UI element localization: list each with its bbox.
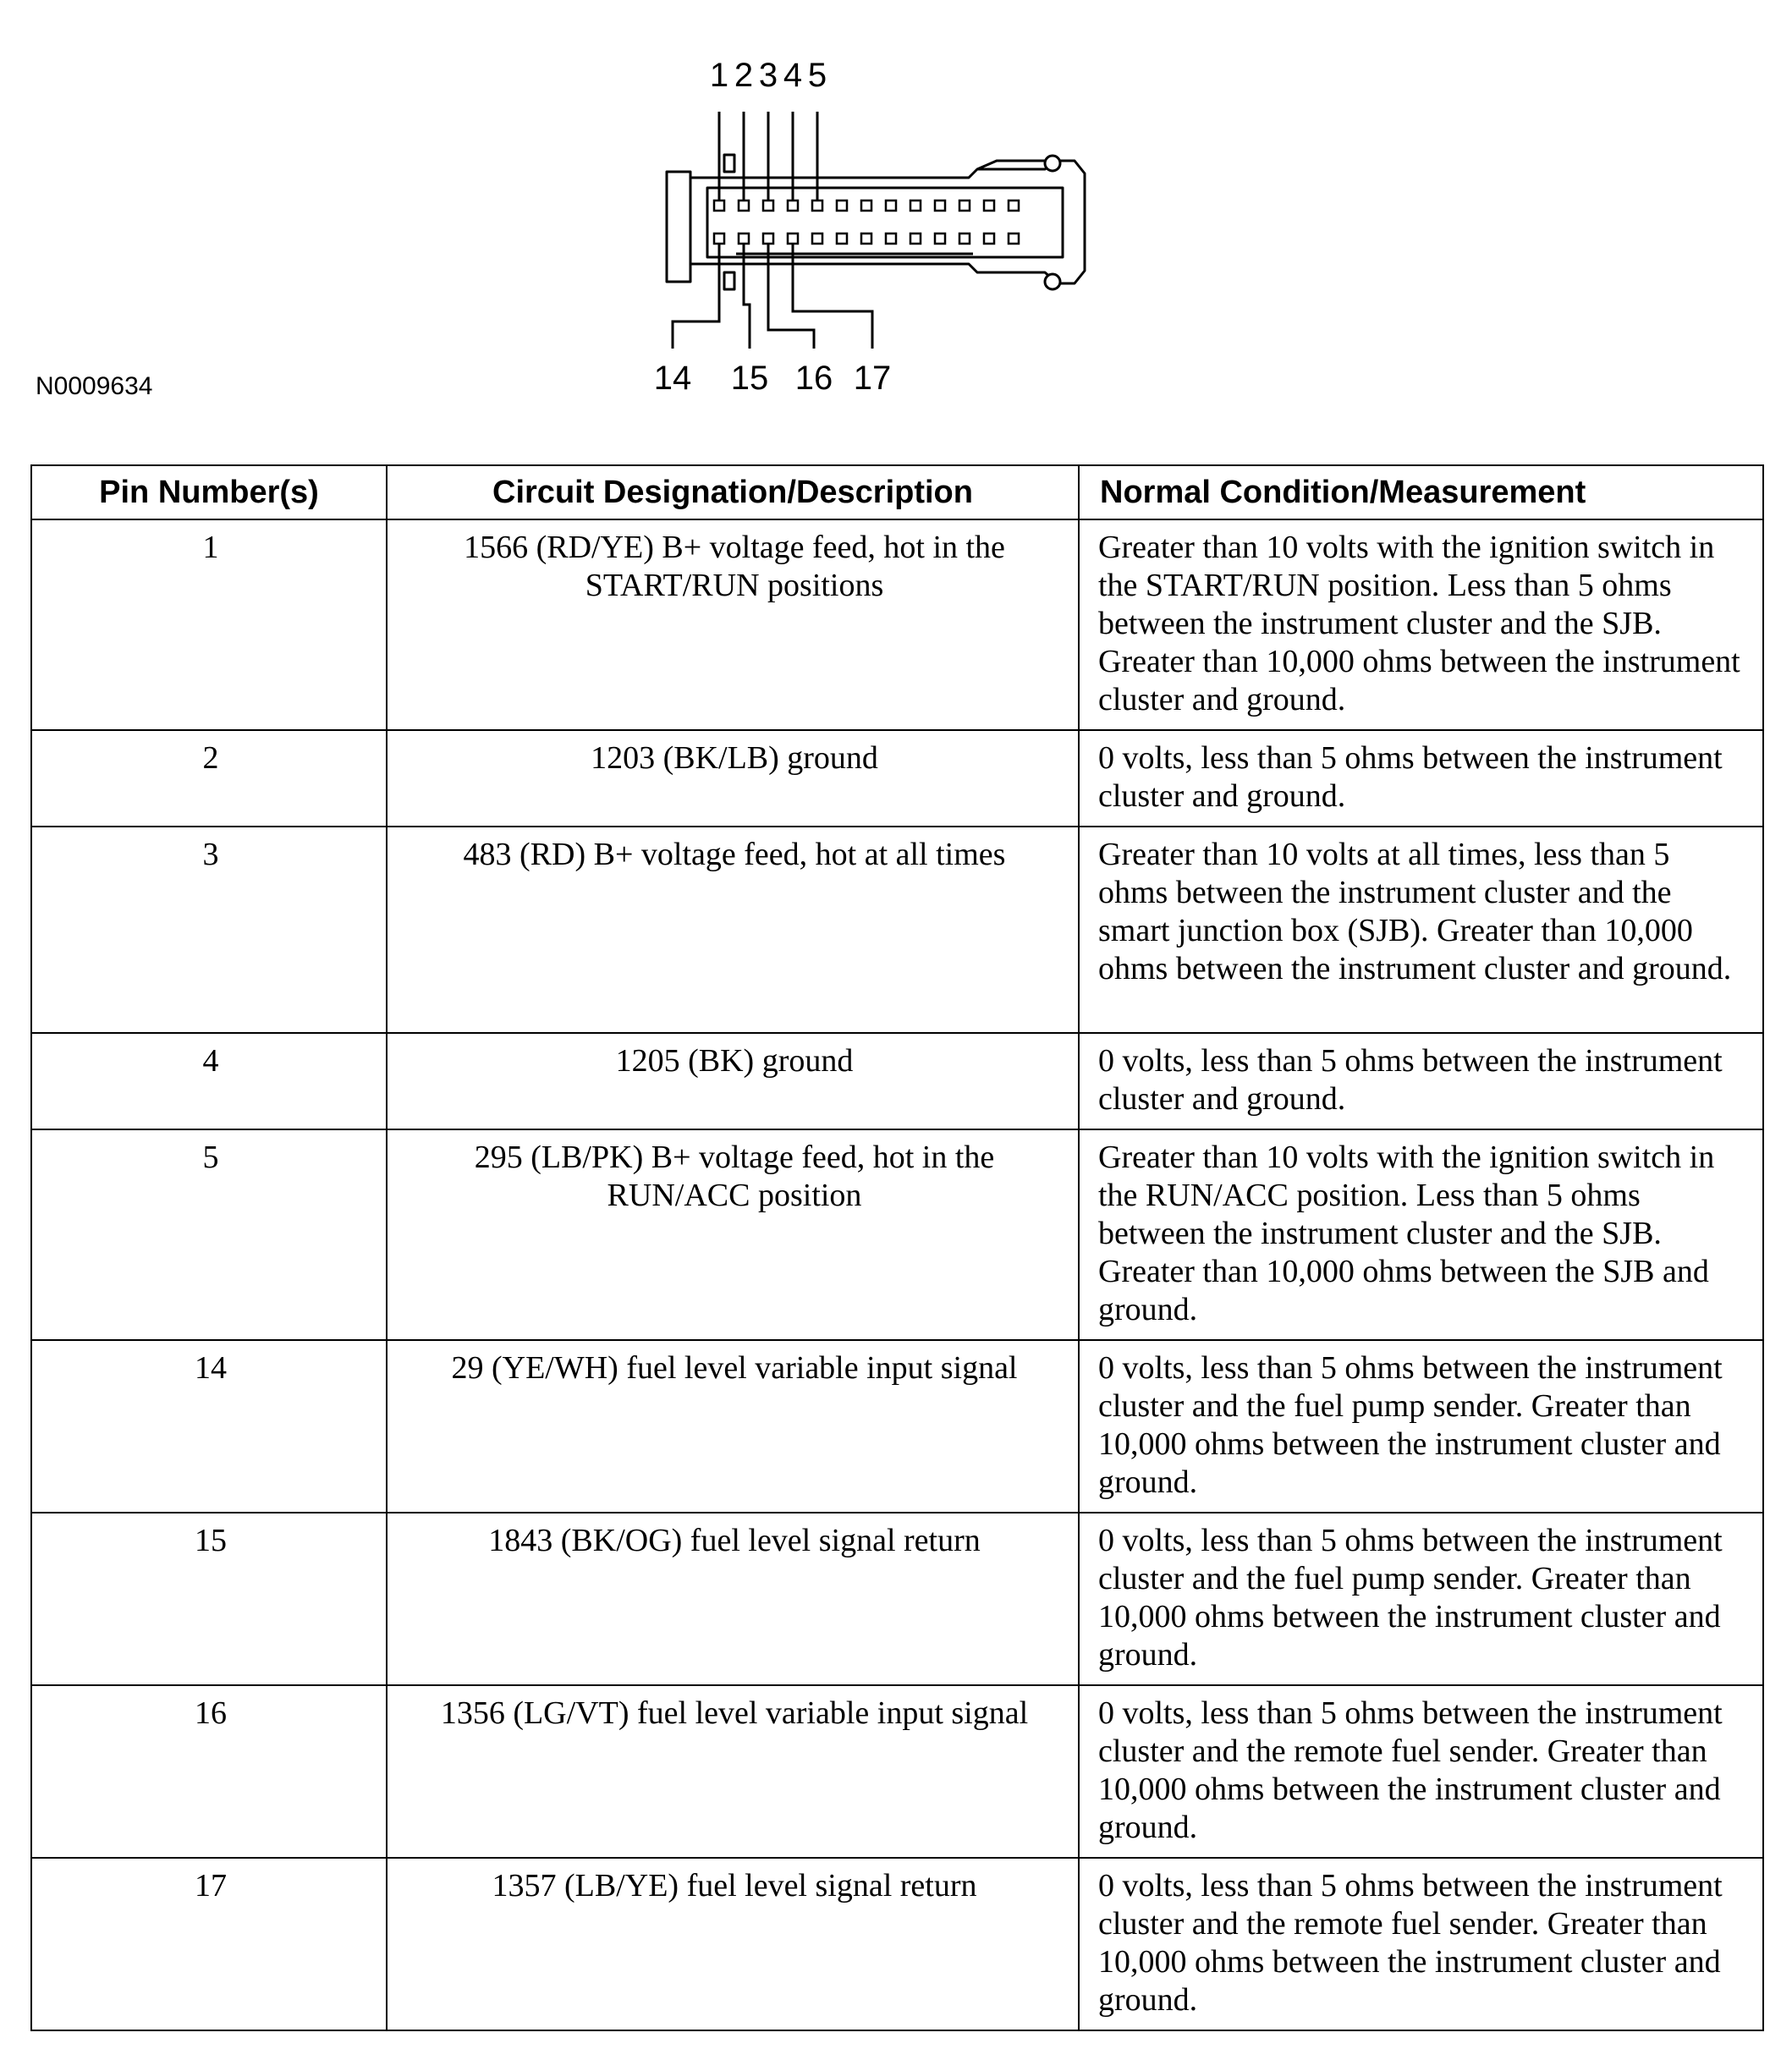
pin-cavity	[837, 233, 847, 244]
mount-boss	[1045, 156, 1060, 171]
pin-label-top: 1	[709, 57, 729, 94]
pin-cavity	[861, 233, 871, 244]
pin-cavity	[959, 201, 970, 211]
pin-label-top: 3	[758, 57, 778, 94]
connector-housing	[690, 161, 1085, 283]
pin-cavity	[910, 233, 921, 244]
condition-measurement: 0 volts, less than 5 ohms between the instrument cluster and the remote fuel sender. Greater than 10,000 ohms between the instrument cluster and ground.	[1079, 1685, 1763, 1858]
pin-cavity	[935, 201, 945, 211]
pin-number: 4	[31, 1033, 387, 1129]
table-row	[31, 1340, 1763, 1513]
pin-number: 3	[31, 827, 387, 1033]
figure-id: N0009634	[36, 372, 153, 400]
table-row	[31, 1129, 1763, 1340]
pin-cavity	[886, 233, 896, 244]
table-row	[31, 827, 1763, 1033]
pin-label-bottom: 15	[730, 360, 769, 397]
circuit-description: 1203 (BK/LB) ground	[387, 730, 1079, 827]
pin-table	[30, 464, 1764, 2031]
condition-measurement: 0 volts, less than 5 ohms between the instrument cluster and the fuel pump sender. Greater than 10,000 ohms between the instrument cluster and ground.	[1079, 1340, 1763, 1513]
pin-label-top: 4	[783, 57, 803, 94]
leader-line	[768, 244, 814, 349]
circuit-description: 29 (YE/WH) fuel level variable input signal	[387, 1340, 1079, 1513]
table-row	[31, 1858, 1763, 2030]
pin-cavity	[886, 201, 896, 211]
pin-cavity	[763, 233, 773, 244]
leader-line	[793, 244, 872, 349]
pin-label-bottom: 16	[794, 360, 833, 397]
pin-number: 2	[31, 730, 387, 827]
mount-boss	[1045, 274, 1060, 289]
condition-measurement: Greater than 10 volts at all times, less than 5 ohms between the instrument cluster and the smart junction box (SJB). Greater than 10,000 ohms between the instrument cluster and ground.	[1079, 827, 1763, 1033]
pin-cavity	[837, 201, 847, 211]
pin-cavity	[788, 233, 798, 244]
pin-cavity	[788, 201, 798, 211]
pin-cavity	[739, 233, 749, 244]
pin-cavity	[812, 233, 822, 244]
pin-cavity	[763, 201, 773, 211]
pin-cavity	[1009, 233, 1019, 244]
pin-number: 1	[31, 519, 387, 730]
table-row	[31, 1685, 1763, 1858]
pin-cavity	[714, 233, 724, 244]
connector-face	[707, 188, 1063, 257]
pin-cavities	[714, 201, 1019, 244]
condition-measurement: 0 volts, less than 5 ohms between the instrument cluster and the fuel pump sender. Greater than 10,000 ohms between the instrument cluster and ground.	[1079, 1513, 1763, 1685]
pin-label-top: 2	[734, 57, 754, 94]
pin-number: 17	[31, 1858, 387, 2030]
pin-cavity	[935, 233, 945, 244]
circuit-description: 1566 (RD/YE) B+ voltage feed, hot in the START/RUN positions	[387, 519, 1079, 730]
connector-latch	[667, 172, 690, 282]
pin-cavity	[1009, 201, 1019, 211]
table-row	[31, 730, 1763, 827]
lock-tab	[724, 155, 734, 172]
leader-line	[744, 244, 750, 349]
pin-cavity	[861, 201, 871, 211]
column-header-condition: Normal Condition/Measurement	[1079, 465, 1763, 519]
connector-diagram	[0, 0, 1792, 440]
circuit-description: 1205 (BK) ground	[387, 1033, 1079, 1129]
table-header-row	[31, 465, 1763, 519]
condition-measurement: 0 volts, less than 5 ohms between the instrument cluster and the remote fuel sender. Greater than 10,000 ohms between the instrument cluster and ground.	[1079, 1858, 1763, 2030]
circuit-description: 483 (RD) B+ voltage feed, hot at all times	[387, 827, 1079, 1033]
pin-label-top: 5	[807, 57, 827, 94]
pin-cavity	[714, 201, 724, 211]
condition-measurement: Greater than 10 volts with the ignition switch in the START/RUN position. Less than 5 ohms between the instrument cluster and the SJB. Greater than 10,000 ohms between the instrument cluster and ground.	[1079, 519, 1763, 730]
column-header-circuit: Circuit Designation/Description	[387, 465, 1079, 519]
condition-measurement: Greater than 10 volts with the ignition switch in the RUN/ACC position. Less than 5 ohms between the instrument cluster and the SJB. Greater than 10,000 ohms between the SJB and ground.	[1079, 1129, 1763, 1340]
pin-number: 5	[31, 1129, 387, 1340]
table-row	[31, 1513, 1763, 1685]
pin-cavity	[959, 233, 970, 244]
circuit-description: 1357 (LB/YE) fuel level signal return	[387, 1858, 1079, 2030]
table-row	[31, 519, 1763, 730]
condition-measurement: 0 volts, less than 5 ohms between the instrument cluster and ground.	[1079, 730, 1763, 827]
pin-cavity	[812, 201, 822, 211]
pin-number: 16	[31, 1685, 387, 1858]
pin-cavity	[984, 201, 994, 211]
pin-number: 14	[31, 1340, 387, 1513]
pin-cavity	[910, 201, 921, 211]
table-row	[31, 1033, 1763, 1129]
lock-tab	[724, 272, 734, 289]
column-header-pin: Pin Number(s)	[31, 465, 387, 519]
leader-line	[673, 244, 719, 349]
condition-measurement: 0 volts, less than 5 ohms between the instrument cluster and ground.	[1079, 1033, 1763, 1129]
connector-drawing	[0, 0, 1792, 440]
pin-leader-lines	[673, 112, 872, 349]
pin-number: 15	[31, 1513, 387, 1685]
pin-cavity	[739, 201, 749, 211]
pin-label-bottom: 17	[853, 360, 892, 397]
circuit-description: 295 (LB/PK) B+ voltage feed, hot in the RUN/ACC position	[387, 1129, 1079, 1340]
circuit-description: 1356 (LG/VT) fuel level variable input signal	[387, 1685, 1079, 1858]
pin-cavity	[984, 233, 994, 244]
circuit-description: 1843 (BK/OG) fuel level signal return	[387, 1513, 1079, 1685]
pin-label-bottom: 14	[653, 360, 692, 397]
